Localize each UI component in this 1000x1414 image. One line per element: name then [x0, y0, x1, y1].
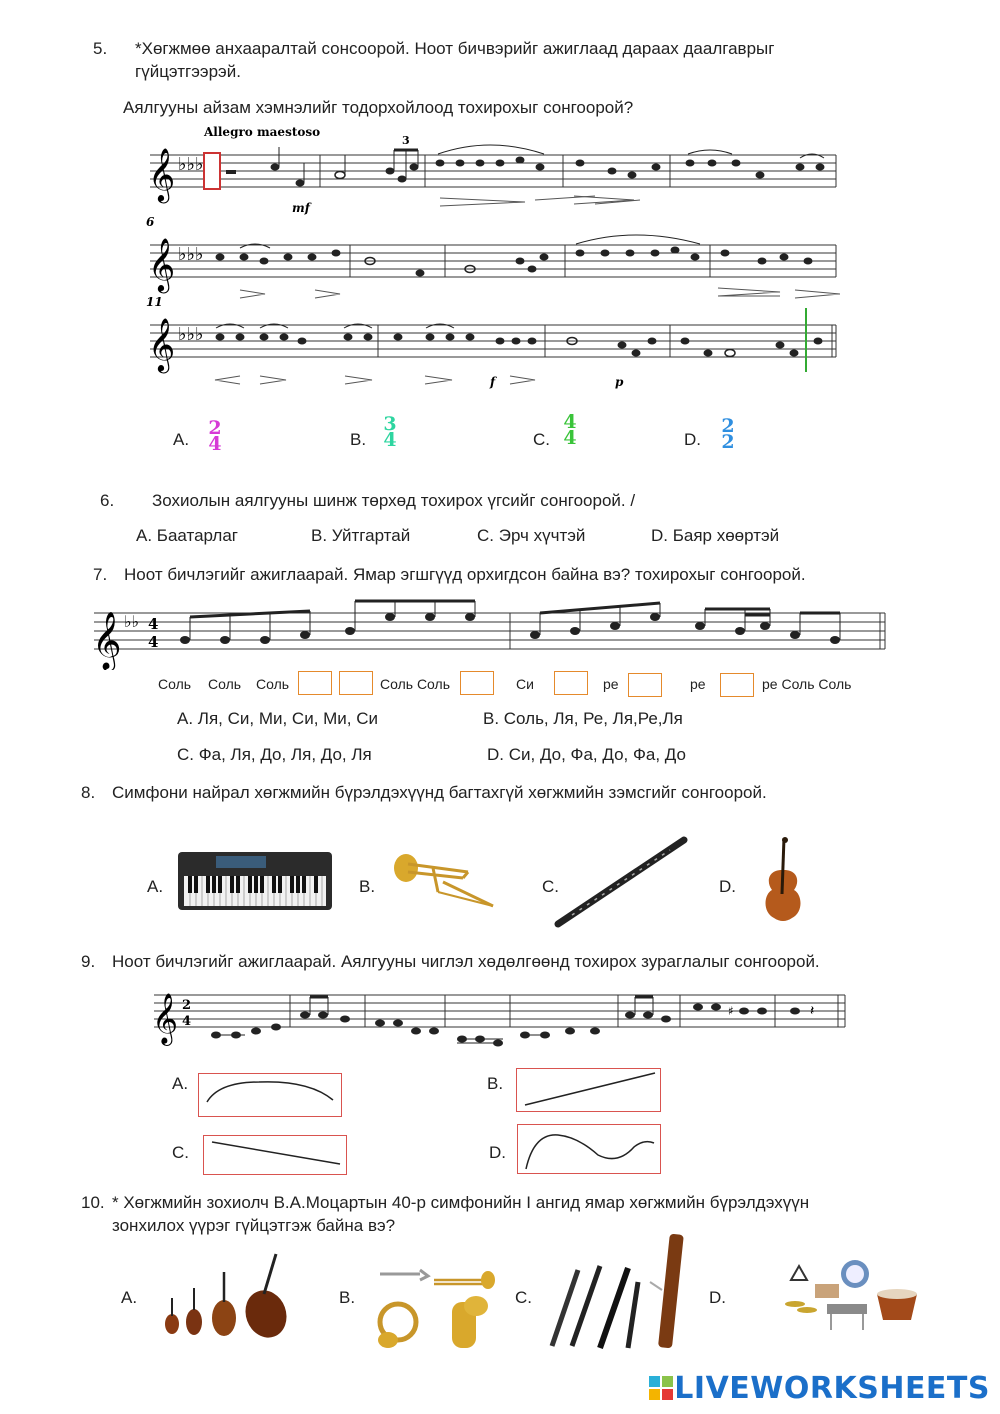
treble-clef-icon: 𝄞: [152, 993, 179, 1044]
q7-answer-box-4[interactable]: [554, 671, 588, 695]
q9-option-a-contour[interactable]: [198, 1073, 342, 1117]
q9-timesig-bottom: 4: [182, 1014, 192, 1029]
triplet-3: 3: [402, 134, 410, 147]
q7-label-6: ре: [603, 676, 619, 692]
q7-label-7: ре: [690, 676, 706, 692]
q5-option-b-letter[interactable]: B.: [350, 430, 367, 449]
q9-option-d-letter[interactable]: D.: [489, 1143, 506, 1162]
liveworksheets-logo: [648, 1371, 990, 1406]
key-signature-flats-icon: ♭♭: [124, 612, 140, 631]
liveworksheets-mark-icon: [648, 1375, 674, 1401]
q7-label-5: Си: [516, 676, 534, 692]
q7-text: Ноот бичлэгийг ажиглаарай. Ямар эгшгүүд орхигдсон байна вэ? тохирохыг сонгоорой.: [124, 565, 806, 584]
q7-number: 7.: [93, 565, 108, 584]
arch-curve-icon: [199, 1074, 341, 1116]
q7-label-1: Соль: [158, 676, 192, 692]
q7-option-c[interactable]: C. Фа, Ля, До, Ля, До, Ля: [177, 745, 372, 764]
q7-option-a[interactable]: A. Ля, Си, Ми, Си, Ми, Си: [177, 709, 379, 728]
q10-option-d-letter[interactable]: D.: [709, 1288, 726, 1307]
q5-option-a-timesig[interactable]: 2 4: [208, 417, 222, 455]
percussion-icon[interactable]: [785, 1258, 925, 1334]
q7-timesig-top: 4: [148, 615, 159, 633]
staff-system-1: [150, 155, 836, 187]
q9-option-b-letter[interactable]: B.: [487, 1074, 504, 1093]
q6-number: 6.: [100, 491, 115, 510]
q7-label-4: Соль Соль: [380, 676, 450, 692]
q8-number: 8.: [81, 783, 96, 802]
q10-option-c-letter[interactable]: C.: [515, 1288, 532, 1307]
staff-system-3: [150, 325, 836, 357]
q8-option-b-letter[interactable]: B.: [359, 877, 376, 896]
tempo-marking: Allegro maestoso: [204, 125, 321, 139]
system-2-hairpins: [240, 288, 840, 298]
hairpin-marks: [440, 196, 640, 206]
system-3-hairpins: [215, 376, 535, 384]
q9-option-c-contour[interactable]: [203, 1135, 347, 1175]
time-signature-answer-box[interactable]: [204, 153, 220, 189]
q5-number: 5.: [93, 39, 108, 58]
ascending-line-icon: [517, 1069, 660, 1111]
key-signature-flats-icon: ♭♭♭: [178, 154, 204, 175]
svg-text:♯: ♯: [728, 1004, 734, 1018]
treble-clef-icon: 𝄞: [148, 147, 176, 201]
system-3-notes: [216, 324, 823, 357]
measure-number-6: 6: [146, 215, 155, 229]
oboe-icon[interactable]: [552, 836, 688, 930]
key-signature-flats-icon: ♭♭♭: [178, 324, 204, 345]
q7-answer-box-1[interactable]: [298, 671, 332, 695]
q6-text: Зохиолын аялгууны шинж төрхөд тохирох үгсийг сонгоорой. /: [152, 491, 636, 510]
q10-text-line2: зонхилох үүрэг гүйцэтгэж байна вэ?: [112, 1216, 396, 1235]
q7-answer-box-3[interactable]: [460, 671, 494, 695]
q10-text-line1: * Хөгжмийн зохиолч В.А.Моцартын 40-р симфонийн I ангид ямар хөгжмийн бүрэлдэхүүн: [112, 1193, 810, 1212]
q5-prompt: Аялгууны айзам хэмнэлийг тодорхойлоод тохирохыг сонгоорой?: [123, 98, 634, 117]
q5-option-b-timesig[interactable]: 3 4: [383, 413, 397, 451]
q5-score: [140, 120, 840, 395]
q6-option-a[interactable]: A. Баатарлаг: [136, 526, 238, 545]
q5-option-d-letter[interactable]: D.: [684, 430, 701, 449]
q5-option-a-letter[interactable]: A.: [173, 430, 190, 449]
keyboard-icon[interactable]: [176, 850, 334, 912]
wave-curve-icon: [518, 1125, 660, 1173]
q9-score: [150, 985, 850, 1050]
q5-text-line2: гүйцэтгээрэй.: [135, 62, 241, 81]
dynamic-f: f: [490, 375, 496, 389]
brand-name: LIVEWORKSHEETS: [674, 1371, 990, 1406]
q7-score: [90, 595, 890, 670]
system-2-notes: [216, 235, 813, 277]
q5-option-d-timesig[interactable]: 2 2: [721, 415, 735, 453]
svg-text:𝄽: 𝄽: [810, 1003, 815, 1019]
q7-option-b[interactable]: B. Соль, Ля, Ре, Ля,Ре,Ля: [483, 709, 683, 728]
q7-option-d[interactable]: D. Си, До, Фа, До, Фа, До: [487, 745, 686, 764]
woodwinds-icon[interactable]: [542, 1230, 702, 1352]
q6-option-d[interactable]: D. Баяр хөөртэй: [651, 526, 780, 545]
dynamic-mf: mf: [292, 201, 310, 215]
q5-option-c-timesig[interactable]: 4 4: [563, 411, 577, 449]
q9-option-c-letter[interactable]: C.: [172, 1143, 189, 1162]
q8-option-c-letter[interactable]: C.: [542, 877, 559, 896]
q5-option-c-letter[interactable]: C.: [533, 430, 550, 449]
q7-answer-box-5[interactable]: [628, 673, 662, 697]
measure-number-11: 11: [146, 295, 163, 309]
q7-answer-box-6[interactable]: [720, 673, 754, 697]
treble-clef-icon: 𝄞: [148, 317, 176, 371]
brass-icon[interactable]: [376, 1262, 500, 1358]
q10-number: 10.: [81, 1193, 105, 1212]
q10-option-a-letter[interactable]: A.: [121, 1288, 138, 1307]
q9-timesig-top: 2: [182, 998, 192, 1013]
q5-text-line1: *Хөгжмөө анхааралтай сонсоорой. Ноот бичвэрийг ажиглаад дараах даалгаврыг: [135, 39, 775, 58]
q9-number: 9.: [81, 952, 96, 971]
q9-notes: [211, 997, 814, 1047]
treble-clef-icon: 𝄞: [148, 237, 176, 291]
q9-option-a-letter[interactable]: A.: [172, 1074, 189, 1093]
staff-system-2: [150, 245, 836, 277]
strings-icon[interactable]: [158, 1250, 298, 1340]
q9-option-d-contour[interactable]: [517, 1124, 661, 1174]
q10-option-b-letter[interactable]: B.: [339, 1288, 356, 1307]
treble-clef-icon: 𝄞: [92, 611, 122, 669]
q8-text: Симфони найрал хөгжмийн бүрэлдэхүүнд багтахгүй хөгжмийн зэмсгийг сонгоорой.: [112, 783, 767, 802]
q7-timesig-bottom: 4: [148, 633, 159, 651]
q6-option-c[interactable]: C. Эрч хүчтэй: [477, 526, 586, 545]
q7-label-3: Соль: [256, 676, 290, 692]
q9-text: Ноот бичлэгийг ажиглаарай. Аялгууны чиглэл хөдөлгөөнд тохирох зураглалыг сонгоорой.: [112, 952, 820, 971]
q9-option-b-contour[interactable]: [516, 1068, 661, 1112]
q8-option-a-letter[interactable]: A.: [147, 877, 164, 896]
q7-staff: [94, 613, 885, 649]
dynamic-p: p: [615, 375, 624, 389]
q7-answer-box-2[interactable]: [339, 671, 373, 695]
q7-label-2: Соль: [208, 676, 242, 692]
q7-label-8: ре Соль Соль: [762, 676, 852, 692]
q8-option-d-letter[interactable]: D.: [719, 877, 736, 896]
key-signature-flats-icon: ♭♭♭: [178, 244, 204, 265]
violin-icon[interactable]: [752, 834, 812, 924]
q6-option-b[interactable]: B. Уйтгартай: [311, 526, 411, 545]
trombone-icon[interactable]: [388, 852, 498, 912]
descending-line-icon: [204, 1136, 346, 1174]
